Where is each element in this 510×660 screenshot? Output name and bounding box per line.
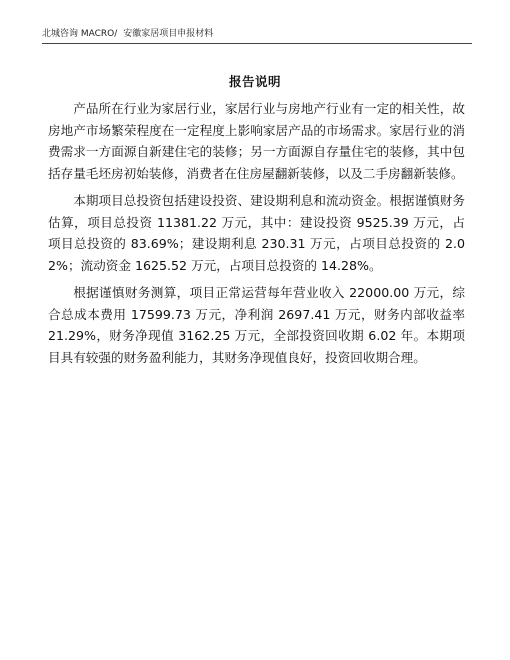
- report-title: 报告说明: [228, 74, 281, 89]
- paragraph-financials: 根据谨慎财务测算，项目正常运营每年营业收入 22000.00 万元，综合总成本费用 17599.73 万元，净利润 2697.41 万元，财务内部收益率 21.29%，财务净现值 3162.25 万元，全部投资回收期 6.02 年。本期项目具有较强的财务盈利能力，其财务净现值良好，投资回收期合理。: [48, 285, 465, 365]
- page-header: [42, 28, 472, 44]
- paragraph-investment: 本期项目总投资包括建设投资、建设期利息和流动资金。根据谨慎财务估算，项目总投资 11381.22 万元，其中：建设投资 9525.39 万元，占项目总投资的 83.69%；建设期利息 230.31 万元，占项目总投资的 2.02%；流动资金 1625.52 万元，占项目总投资的 14.28%。: [48, 193, 465, 273]
- report-body: [48, 98, 465, 374]
- header-company: 北城咨询 MACRO/: [42, 29, 118, 39]
- paragraph-industry: 产品所在行业为家居行业，家居行业与房地产行业有一定的相关性，故房地产市场繁荣程度在一定程度上影响家居产品的市场需求。家居行业的消费需求一方面源自新建住宅的装修；另一方面源自存量住宅的装修，其中包括存量毛坯房初始装修，消费者在住房屋翻新装修，以及二手房翻新装修。: [48, 101, 465, 181]
- header-document-name: 安徽家居项目申报材料: [123, 29, 214, 39]
